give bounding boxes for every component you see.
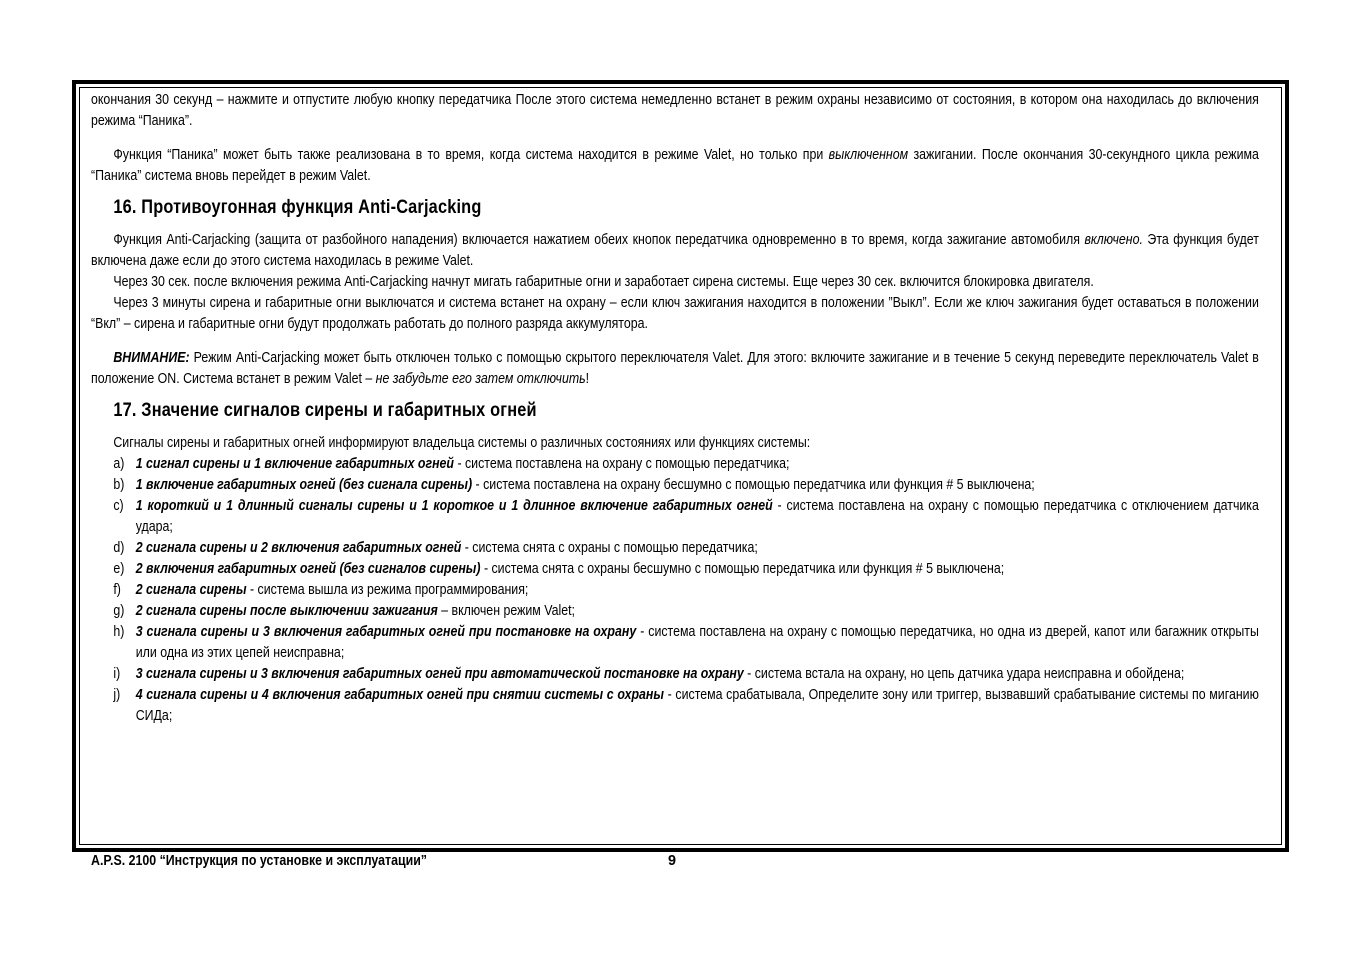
list-item: h) 3 сигнала сирены и 3 включения габаритных огней при постановке на охрану - система поставлена на охрану с помощью передатчика, но одна из дверей, капот или багажник открыты или одна из этих цепей неисправна; bbox=[113, 624, 1259, 661]
paragraph-panic-valet: Функция “Паника” может быть также реализована в то время, когда система находится в режиме Valet, но только при выключенном зажигании. После окончания 30-секундного цикла режима “Паника” система вновь перейдет в режим Valet. bbox=[91, 147, 1259, 184]
paragraph-carjacking-3min: Через 3 минуты сирена и габаритные огни выключатся и система встанет на охрану – если ключ зажигания находится в положении ”Выкл”. Если же ключ зажигания будет оставаться в положении “Вкл” – сирена и габаритные огни будут продолжать работать до полного разряда аккумулятора. bbox=[91, 295, 1259, 332]
list-item: c) 1 короткий и 1 длинный сигналы сирены и 1 короткое и 1 длинное включение габаритных огней - система поставлена на охрану с помощью передатчика с отключением датчика удара; bbox=[113, 498, 1259, 535]
list-item: b) 1 включение габаритных огней (без сигнала сирены) - система поставлена на охрану бесшумно с помощью передатчика или функция # 5 выключена; bbox=[113, 477, 1035, 493]
section-17-heading: 17. Значение сигналов сирены и габаритных огней bbox=[113, 400, 537, 421]
list-item: e) 2 включения габаритных огней (без сигналов сирены) - система снята с охраны бесшумно с помощью передатчика или функция # 5 выключена; bbox=[113, 561, 1005, 577]
warning-label: ВНИМАНИЕ: bbox=[113, 350, 190, 366]
signals-list bbox=[91, 454, 1259, 727]
footer-title: A.P.S. 2100 “Инструкция по установке и эксплуатации” bbox=[91, 853, 427, 869]
paragraph-signals-intro: Сигналы сирены и габаритных огней информируют владельца системы о различных состояниях или функциях системы: bbox=[113, 435, 811, 451]
section-16-heading: 16. Противоугонная функция Anti-Carjacking bbox=[113, 197, 482, 218]
list-item: d) 2 сигнала сирены и 2 включения габаритных огней - система снята с охраны с помощью передатчика; bbox=[113, 540, 758, 556]
page-number: 9 bbox=[668, 853, 677, 869]
paragraph-warning: ВНИМАНИЕ: Режим Anti-Carjacking может быть отключен только с помощью скрытого переключателя Valet. Для этого: включите зажигание и в течение 5 секунд переведите переключатель Valet в положение ON. Система встанет в режим Valet – не забудьте его затем отключить! bbox=[91, 350, 1259, 387]
list-item: j) 4 сигнала сирены и 4 включения габаритных огней при снятии системы с охраны - система срабатывала, Определите зону или триггер, вызвавший срабатывание системы по миганию СИДа; bbox=[113, 687, 1259, 724]
list-item: i) 3 сигнала сирены и 3 включения габаритных огней при автоматической постановке на охрану - система встала на охрану, но цепь датчика удара неисправна и обойдена; bbox=[113, 666, 1185, 682]
paragraph-carjacking-30sec: Через 30 сек. после включения режима Anti-Carjacking начнут мигать габаритные огни и заработает сирена системы. Еще через 30 сек. включится блокировка двигателя. bbox=[113, 274, 1094, 290]
list-item: a) 1 сигнал сирены и 1 включение габаритных огней - система поставлена на охрану с помощью передатчика; bbox=[113, 456, 790, 472]
paragraph-carjacking-activation: Функция Anti-Carjacking (защита от разбойного нападения) включается нажатием обеих кнопок передатчика одновременно в то время, когда зажигание автомобиля включено. Эта функция будет включена даже если до этого система находилась в режиме Valet. bbox=[91, 232, 1259, 269]
list-item: g) 2 сигнала сирены после выключении зажигания – включен режим Valet; bbox=[113, 603, 575, 619]
page-content bbox=[91, 90, 1259, 727]
paragraph-panic-end: окончания 30 секунд – нажмите и отпустите любую кнопку передатчика После этого система немедленно встанет в режим охраны независимо от состояния, в котором она находилась до включения режима “Паника”. bbox=[91, 92, 1259, 129]
list-item: f) 2 сигнала сирены - система вышла из режима программирования; bbox=[113, 582, 529, 598]
